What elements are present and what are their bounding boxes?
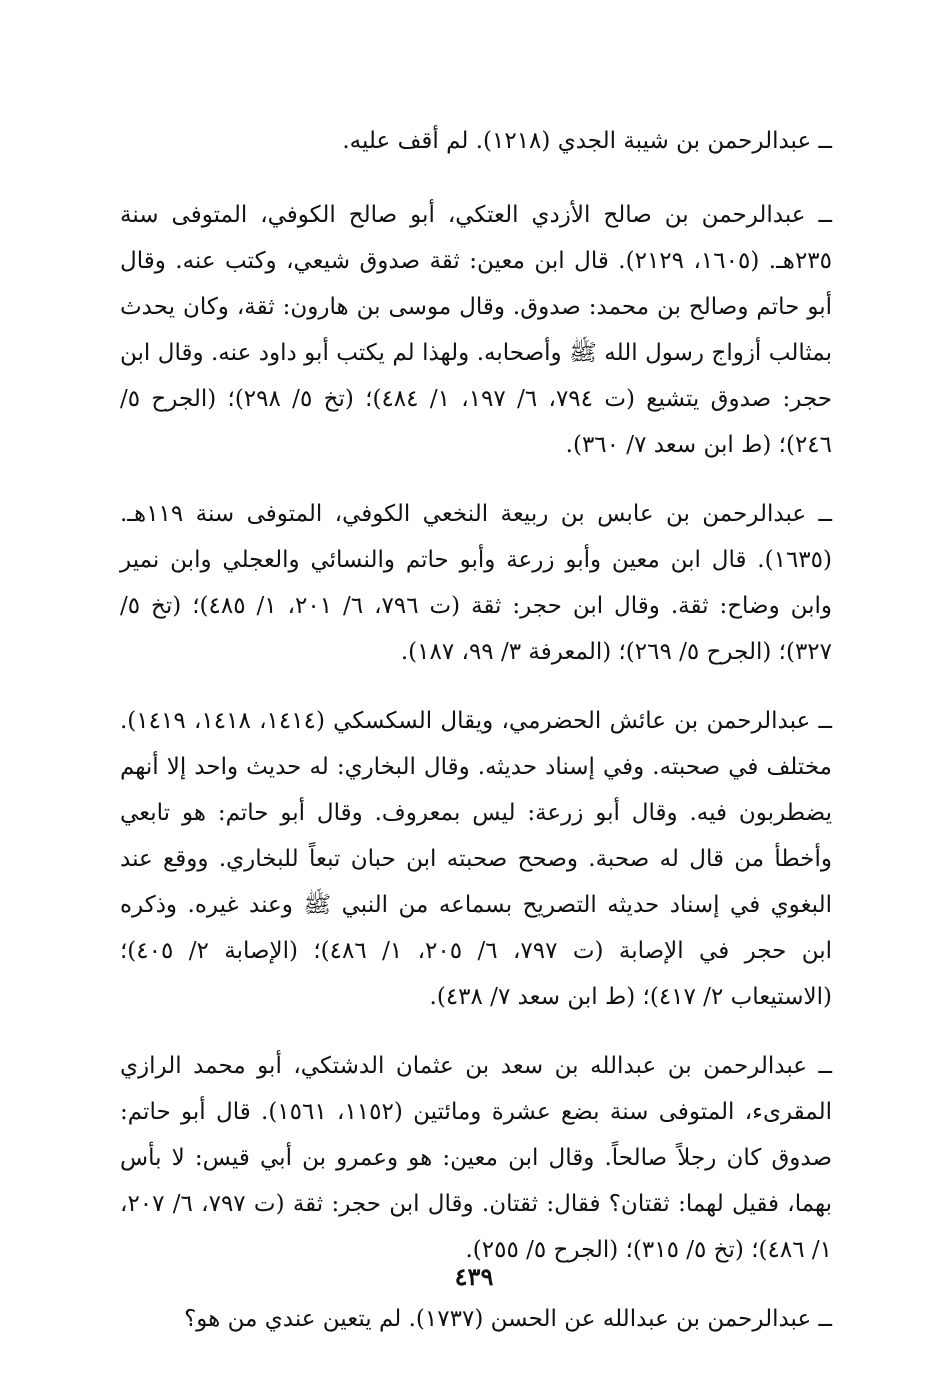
page-content — [120, 118, 832, 1365]
page-number: ٤٣٩ — [454, 1262, 494, 1291]
biography-entry: ــ عبدالرحمن بن عبدالله عن الحسن (١٧٣٧). لم يتعين عندي من هو؟ — [184, 1306, 832, 1332]
biography-entry: ــ عبدالرحمن بن عبدالله بن سعد بن عثمان الدشتكي، أبو محمد الرازي المقرىء، المتوفى سنة بضع عشرة ومائتين (١١٥٢، ١٥٦١). قال أبو حاتم: صدوق كان رجلاً صالحاً. وقال ابن معين: هو وعمرو بن أبي قيس: لا بأس بهما، فقيل لهما: ثقتان؟ فقال: ثقتان. وقال ابن حجر: ثقة (ت ٧٩٧، ٦/ ٢٠٧، ١/ ٤٨٦)؛ (تخ ٥/ ٣١٥)؛ (الجرح ٥/ ٢٥٥). — [120, 1053, 833, 1263]
biography-entry: ــ عبدالرحمن بن صالح الأزدي العتكي، أبو صالح الكوفي، المتوفى سنة ٢٣٥هـ. (١٦٠٥، ٢١٢٩). قال ابن معين: ثقة صدوق شيعي، وكتب عنه. وقال أبو حاتم وصالح بن محمد: صدوق. وقال موسى بن هارون: ثقة، وكان يحدث بمثالب أزواج رسول الله ﷺ وأصحابه. ولهذا لم يكتب أبو داود عنه. وقال ابن حجر: صدوق يتشيع (ت ٧٩٤، ٦/ ١٩٧، ١/ ٤٨٤)؛ (تخ ٥/ ٢٩٨)؛ (الجرح ٥/ ٢٤٦)؛ (ط ابن سعد ٧/ ٣٦٠). — [120, 202, 833, 458]
biography-entry: ــ عبدالرحمن بن عائش الحضرمي، ويقال السكسكي (١٤١٤، ١٤١٨، ١٤١٩). مختلف في صحبته. وفي إسناد حديثه. وقال البخاري: له حديث واحد إلا أنهم يضطربون فيه. وقال أبو زرعة: ليس بمعروف. وقال أبو حاتم: هو تابعي وأخطأ من قال له صحبة. وصحح صحبته ابن حبان تبعاً للبخاري. ووقع عند البغوي في إسناد حديثه التصريح بسماعه من النبي ﷺ وعند غيره. وذكره ابن حجر في الإصابة (ت ٧٩٧، ٦/ ٢٠٥، ١/ ٤٨٦)؛ (الإصابة ٢/ ٤٠٥)؛ (الاستيعاب ٢/ ٤١٧)؛ (ط ابن سعد ٧/ ٤٣٨). — [120, 708, 833, 1010]
biography-entry: ــ عبدالرحمن بن عابس بن ربيعة النخعي الكوفي، المتوفى سنة ١١٩هـ. (١٦٣٥). قال ابن معين وأبو زرعة وأبو حاتم والنسائي والعجلي وابن نمير وابن وضاح: ثقة. وقال ابن حجر: ثقة (ت ٧٩٦، ٦/ ٢٠١، ١/ ٤٨٥)؛ (تخ ٥/ ٣٢٧)؛ (الجرح ٥/ ٢٦٩)؛ (المعرفة ٣/ ٩٩، ١٨٧). — [120, 501, 833, 665]
biography-entry: ــ عبدالرحمن بن شيبة الجدي (١٢١٨). لم أقف عليه. — [342, 128, 832, 154]
